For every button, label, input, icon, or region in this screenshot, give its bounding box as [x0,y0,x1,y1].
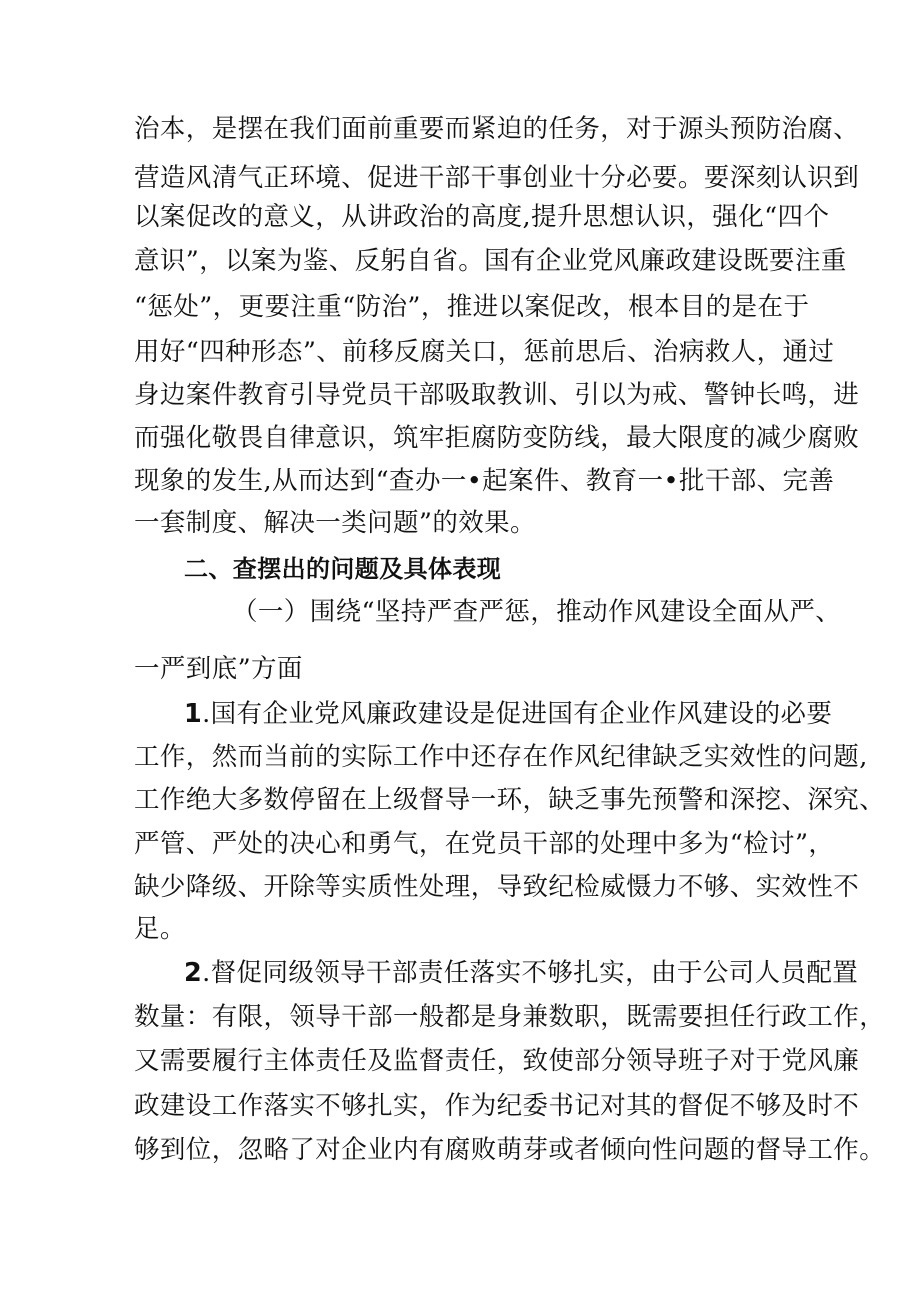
subsection-heading: （一）围绕“坚持严查严惩，推动作风建设全面从严、 [232,597,842,627]
paragraph-line: 足。 [134,914,186,944]
paragraph-line: 现象的发生,从而达到“查办一•起案件、教育一•批干部、完善 [134,466,835,496]
item-1-first-line [184,699,832,729]
paragraph-line: 又需要履行主体责任及监督责任，致使部分领导班子对于党风廉 [134,1046,860,1076]
paragraph-line: 缺少降级、开除等实质性处理，导致纪检威慑力不够、实效性不 [134,872,860,902]
subsection-heading-continued: 一严到底”方面 [134,654,303,684]
item-2-first-line [184,958,858,988]
paragraph-line: 营造风清气正环境、促进干部干事创业十分必要。要深刻认识到 [134,163,860,193]
paragraph-line: 政建设工作落实不够扎实，作为纪委书记对其的督促不够及时不 [134,1091,860,1121]
paragraph-line: 用好“四种形态”、前移反腐关口，惩前思后、治病救人，通过 [134,337,835,367]
paragraph-line: 意识”，以案为鉴、反躬自省。国有企业党风廉政建设既要注重 [134,246,847,276]
paragraph-line: “惩处”，更要注重“防治”，推进以案促改，根本目的是在于 [134,292,810,322]
paragraph-line: 治本，是摆在我们面前重要而紧迫的任务，对于源头预防治腐、 [134,114,860,144]
section-heading: 二、查摆出的问题及具体表现 [184,555,502,583]
item-text: .督促同级领导干部责任落实不够扎实，由于公司人员配置 [202,958,859,988]
item-number: 1 [184,699,203,729]
paragraph-line: 工作，然而当前的实际工作中还存在作风纪律缺乏实效性的问题, [134,742,868,772]
paragraph-line: 工作绝大多数停留在上级督导一环，缺乏事先预警和深挖、深究、 [134,785,886,815]
paragraph-line: 数量：有限，领导干部一般都是身兼数职，既需要担任行政工作， [134,1002,886,1032]
paragraph-line: 够到位，忽略了对企业内有腐败萌芽或者倾向性问题的督导工作。 [134,1135,886,1165]
paragraph-line: 身边案件教育引导党员干部吸取教训、引以为戒、警钟长鸣，进 [134,380,860,410]
item-text: .国有企业党风廉政建设是促进国有企业作风建设的必要 [202,699,833,729]
paragraph-line: 严管、严处的决心和勇气，在党员干部的处理中多为“检讨”， [134,829,835,859]
paragraph-line: 一套制度、解决一类问题”的效果。 [134,508,536,538]
paragraph-line: 而强化敬畏自律意识，筑牢拒腐防变防线，最大限度的减少腐败 [134,423,860,453]
paragraph-line: 以案促改的意义，从讲政治的高度,提升思想认识，强化“四个 [134,202,830,232]
item-number: 2 [184,958,203,988]
